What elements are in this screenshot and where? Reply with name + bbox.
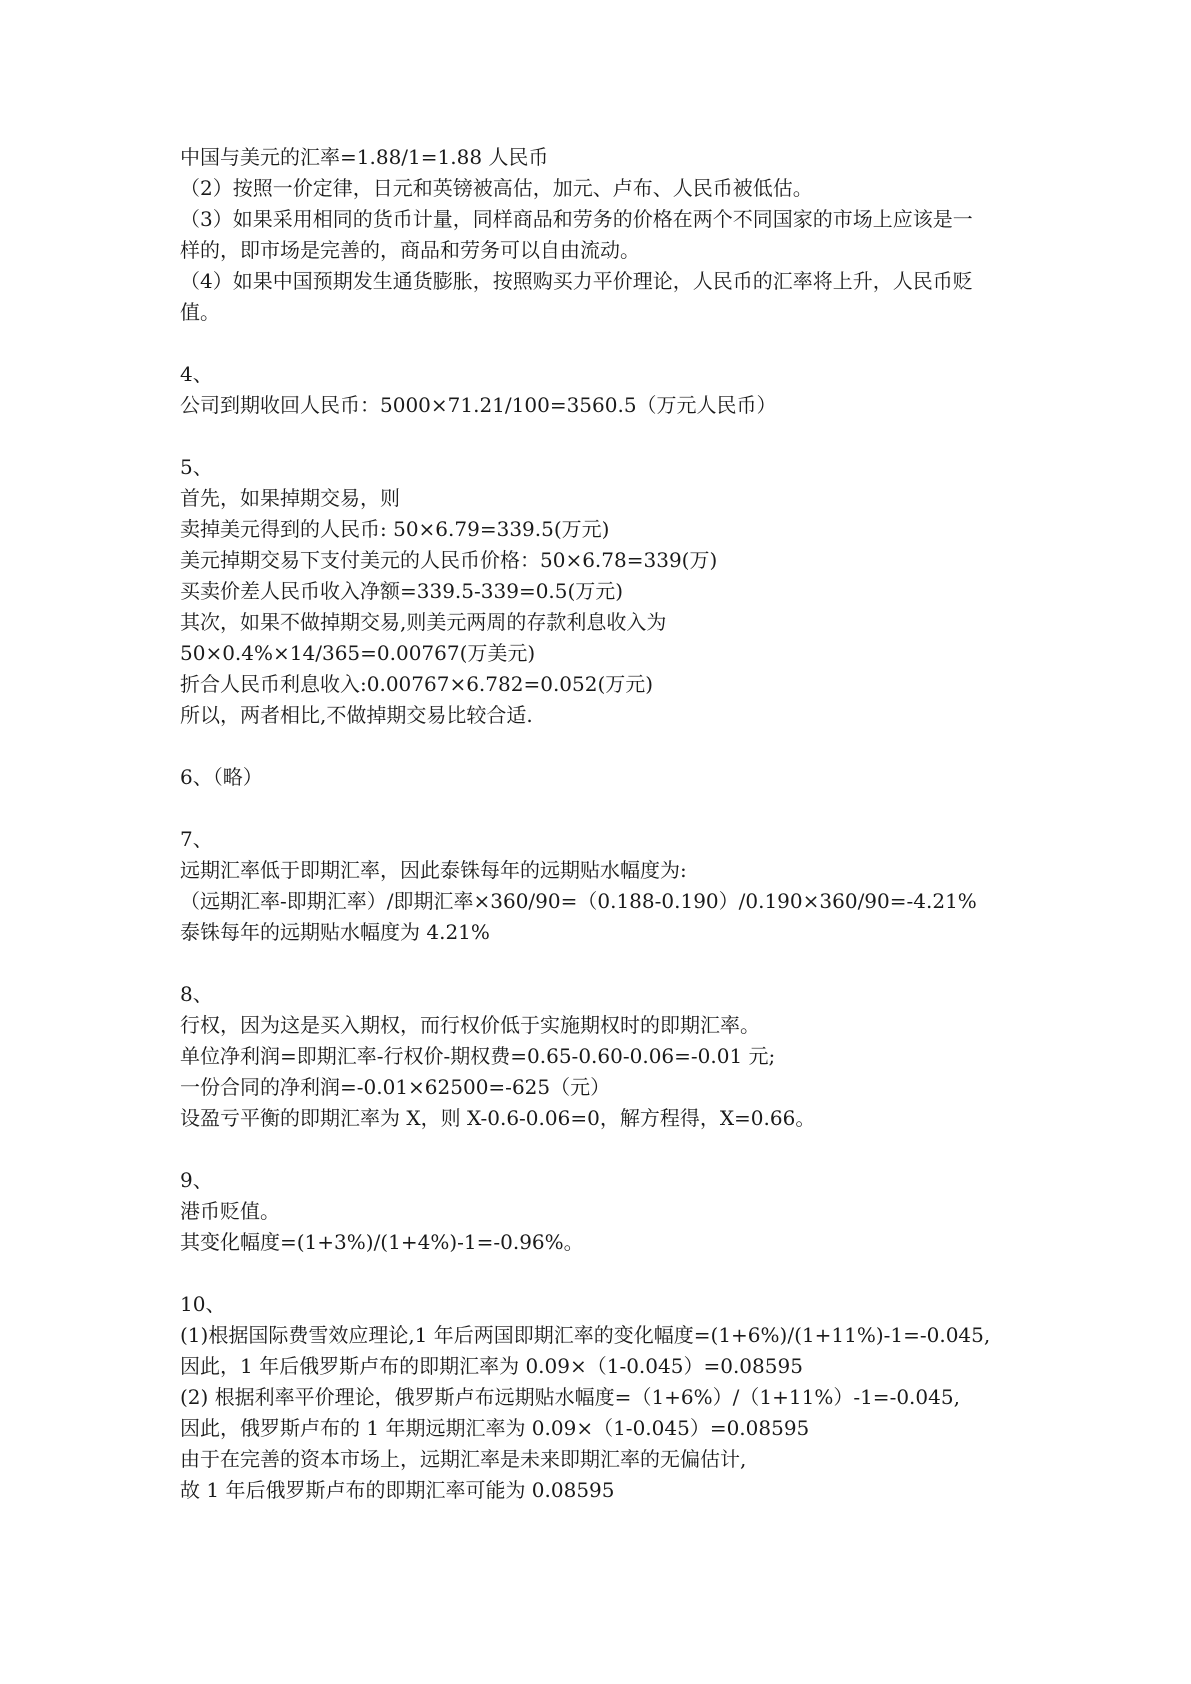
blank-line	[180, 731, 1040, 762]
question-number: 4、	[180, 362, 213, 386]
text-line: 卖掉美元得到的人民币: 50×6.79=339.5(万元)	[180, 517, 610, 541]
text-line: 港币贬值。	[180, 1199, 280, 1223]
blank-line	[180, 1134, 1040, 1165]
text-line: 其次，如果不做掉期交易,则美元两周的存款利息收入为	[180, 610, 667, 634]
question-number: 5、	[180, 455, 213, 479]
section-q9	[180, 1165, 1040, 1258]
text-line: 行权，因为这是买入期权，而行权价低于实施期权时的即期汇率。	[180, 1013, 760, 1037]
question-number: 8、	[180, 982, 213, 1006]
section-q5	[180, 452, 1040, 731]
text-line: 50×0.4%×14/365=0.00767(万美元)	[180, 641, 536, 665]
text-line: （3）如果采用相同的货币计量，同样商品和劳务的价格在两个不同国家的市场上应该是一	[180, 207, 973, 231]
text-line: 中国与美元的汇率=1.88/1=1.88 人民币	[180, 145, 549, 169]
text-line: （远期汇率-即期汇率）/即期汇率×360/90=（0.188-0.190）/0.190×360/90=-4.21%	[180, 889, 977, 913]
text-line: 所以，两者相比,不做掉期交易比较合适.	[180, 703, 533, 727]
text-line: 泰铢每年的远期贴水幅度为 4.21%	[180, 920, 490, 944]
text-line: 首先，如果掉期交易，则	[180, 486, 400, 510]
text-line: 买卖价差人民币收入净额=339.5-339=0.5(万元)	[180, 579, 624, 603]
text-line: 折合人民币利息收入:0.00767×6.782=0.052(万元)	[180, 672, 654, 696]
text-line: 单位净利润=即期汇率-行权价-期权费=0.65-0.60-0.06=-0.01 元;	[180, 1044, 776, 1068]
text-line: 样的，即市场是完善的，商品和劳务可以自由流动。	[180, 238, 640, 262]
text-line: 6、（略）	[180, 765, 263, 789]
question-number: 9、	[180, 1168, 213, 1192]
text-line: 美元掉期交易下支付美元的人民币价格：50×6.78=339(万)	[180, 548, 718, 572]
blank-line	[180, 1258, 1040, 1289]
question-number: 10、	[180, 1292, 226, 1316]
text-line: 故 1 年后俄罗斯卢布的即期汇率可能为 0.08595	[180, 1478, 615, 1502]
section-q10	[180, 1289, 1040, 1506]
blank-line	[180, 421, 1040, 452]
question-number: 7、	[180, 827, 213, 851]
document-body	[180, 142, 1040, 1506]
text-line: （4）如果中国预期发生通货膨胀，按照购买力平价理论，人民币的汇率将上升，人民币贬	[180, 269, 973, 293]
section-q3-continued	[180, 142, 1040, 328]
text-line: 设盈亏平衡的即期汇率为 X，则 X-0.6-0.06=0，解方程得，X=0.66。	[180, 1106, 816, 1130]
section-q4	[180, 359, 1040, 421]
blank-line	[180, 328, 1040, 359]
blank-line	[180, 948, 1040, 979]
text-line: 因此，俄罗斯卢布的 1 年期远期汇率为 0.09×（1-0.045）=0.08595	[180, 1416, 810, 1440]
section-q8	[180, 979, 1040, 1134]
text-line: 其变化幅度=(1+3%)/(1+4%)-1=-0.96%。	[180, 1230, 584, 1254]
text-line: 由于在完善的资本市场上，远期汇率是未来即期汇率的无偏估计,	[180, 1447, 747, 1471]
text-line: 因此，1 年后俄罗斯卢布的即期汇率为 0.09×（1-0.045）=0.08595	[180, 1354, 803, 1378]
text-line: (1)根据国际费雪效应理论,1 年后两国即期汇率的变化幅度=(1+6%)/(1+11%)-1=-0.045,	[180, 1323, 991, 1347]
text-line: （2）按照一价定律，日元和英镑被高估，加元、卢布、人民币被低估。	[180, 176, 813, 200]
text-line: 值。	[180, 300, 220, 324]
text-line: 远期汇率低于即期汇率，因此泰铢每年的远期贴水幅度为:	[180, 858, 687, 882]
section-q7	[180, 824, 1040, 948]
section-q6	[180, 762, 1040, 793]
text-line: (2) 根据利率平价理论，俄罗斯卢布远期贴水幅度=（1+6%）/（1+11%）-1=-0.045,	[180, 1385, 960, 1409]
blank-line	[180, 793, 1040, 824]
text-line: 公司到期收回人民币：5000×71.21/100=3560.5（万元人民币）	[180, 393, 777, 417]
text-line: 一份合同的净利润=-0.01×62500=-625（元）	[180, 1075, 611, 1099]
